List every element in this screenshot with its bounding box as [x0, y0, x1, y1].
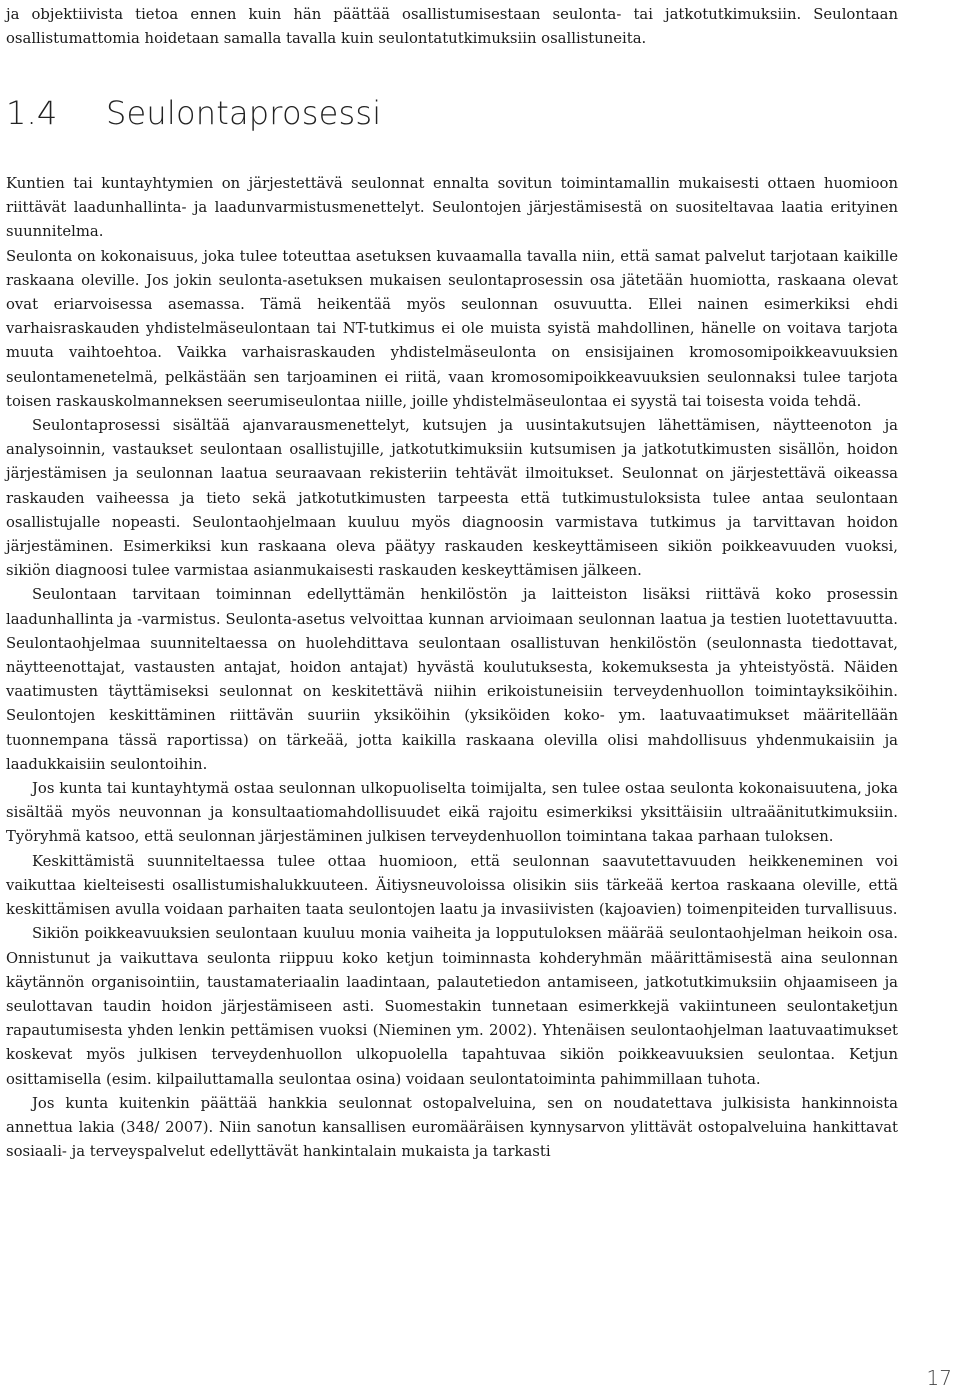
page-number: 17	[926, 1366, 952, 1390]
paragraph-3: Seulontaprosessi sisältää ajanvarausmenettelyt, kutsujen ja uusintakutsujen lähettämisen, näytteenoton ja analysoinnin, vastaukset seulontaan osallistujille, jatkotutkimuksiin kutsumisen ja jatkotutkimusten sisällön, hoidon järjestämisen ja seulonnan laatua seuraavaan rekisteriin tehtävät ilmoitukset. Seulonnat on järjestettävä oikeassa raskauden vaiheessa ja tieto sekä jatkotutkimusten tarpeesta että tutkimustuloksista tulee antaa seulontaan osallistujalle nopeasti. Seulontaohjelmaan kuuluu myös diagnoosin varmistava tutkimus ja tarvittavan hoidon järjestäminen. Esimerkiksi kun raskaana oleva päätyy raskauden keskeyttämiseen sikiön poikkeavuuden vuoksi, sikiön diagnoosi tulee varmistaa asianmukaisesti raskauden keskeyttämisen jälkeen.	[6, 417, 898, 580]
paragraph-4: Seulontaan tarvitaan toiminnan edellyttämän henkilöstön ja laitteiston lisäksi riittävä koko prosessin laadunhallinta ja -varmistus. Seulonta-asetus velvoittaa kunnan arvioimaan seulonnan laatua ja testien luotettavuutta. Seulontaohjelmaa suunniteltaessa on huolehdittava seulontaan osallistuvan henkilöstön (seulonnasta tiedottavat, näytteenottajat, vastausten antajat, hoidon antajat) hyvästä koulutuksesta, kokemuksesta ja yhteistyöstä. Näiden vaatimusten täyttämiseksi seulonnat on keskitettävä niihin erikoistuneisiin terveydenhuollon toimintayksiköihin. Seulontojen keskittäminen riittävän suuriin yksiköihin (yksiköiden koko- ym. laatuvaatimukset määritellään tuonnempana tässä raportissa) on tärkeää, jotta kaikilla raskaana olevilla olisi mahdollisuus yhdenmukaisiin ja laadukkaisiin seulontoihin.	[6, 586, 898, 773]
intro-paragraph: ja objektiivista tietoa ennen kuin hän päättää osallistumisestaan seulonta- tai jatkotutkimuksiin. Seulontaan osallistumattomia hoidetaan samalla tavalla kuin seulontatutkimuksiin osallistuneita.	[6, 6, 898, 48]
section-heading	[6, 94, 381, 132]
paragraph-7: Sikiön poikkeavuuksien seulontaan kuuluu monia vaiheita ja lopputuloksen määrää seulontaohjelman heikoin osa. Onnistunut ja vaikuttava seulonta riippuu koko ketjun toiminnasta kohderyhmän määrittämisestä aina seulonnan käytännön organisointiin, taustamateriaalin laadintaan, palautetiedon antamiseen, jatkotutkimuksiin ohjaamiseen ja seulottavan taudin hoidon järjestämiseen asti. Suomestakin tunnetaan esimerkkejä vakiintuneen seulontaketjun rapautumisesta yhden lenkin pettämisen vuoksi (Nieminen ym. 2002). Yhtenäisen seulontaohjelman laatuvaatimukset koskevat myös julkisen terveydenhuollon ulkopuolella tapahtuvaa sikiön poikkeavuuksien seulontaa. Ketjun osittamisella (esim. kilpailuttamalla seulontaa osina) voidaan seulontatoiminta pahimmillaan tuhota.	[6, 925, 898, 1088]
section-number: 1.4	[6, 94, 58, 132]
paragraph-6: Keskittämistä suunniteltaessa tulee ottaa huomioon, että seulonnan saavutettavuuden heikkeneminen voi vaikuttaa kielteisesti osallistumishalukkuuteen. Äitiysneuvoloissa olisikin siis tärkeää kertoa raskaana oleville, että keskittämisen avulla voidaan parhaiten taata seulontojen laatu ja invasiivisten (kajoavien) toimenpiteiden turvallisuus.	[6, 852, 898, 919]
paragraph-5: Jos kunta tai kuntayhtymä ostaa seulonnan ulkopuoliselta toimijalta, sen tulee ostaa seulonta kokonaisuutena, joka sisältää myös neuvonnan ja konsultaatiomahdollisuudet eikä rajoitu esimerkiksi yksittäisiin ultraäänitutkimuksiin. Työryhmä katsoo, että seulonnan järjestäminen julkisen terveydenhuollon toimintana takaa parhaan tuloksen.	[6, 780, 898, 846]
paragraph-1: Kuntien tai kuntayhtymien on järjestettävä seulonnat ennalta sovitun toimintamallin mukaisesti ottaen huomioon riittävät laadunhallinta- ja laadunvarmistusmenettelyt. Seulontojen järjestämisestä on suositeltavaa laatia erityinen suunnitelma.	[6, 175, 898, 241]
paragraph-8: Jos kunta kuitenkin päättää hankkia seulonnat ostopalveluina, sen on noudatettava julkisista hankinnoista annettua lakia (348/ 2007). Niin sanotun kansallisen euromääräisen kynnysarvon ylittävät ostopalveluina hankittavat sosiaali- ja terveyspalvelut edellyttävät hankintalain mukaista ja tarkasti	[6, 1094, 898, 1161]
paragraph-2: Seulonta on kokonaisuus, joka tulee toteuttaa asetuksen kuvaamalla tavalla niin, että samat palvelut tarjotaan kaikille raskaana oleville. Jos jokin seulonta-asetuksen mukaisen seulontaprosessin osa jätetään huomiotta, raskaana olevat ovat eriarvoisessa asemassa. Tämä heikentää myös seulonnan osuvuutta. Ellei nainen esimerkiksi ehdi varhaisraskauden yhdistelmäseulontaan tai NT-tutkimus ei ole muista syistä mahdollinen, hänelle on voitava tarjota muuta vaihtoehtoa. Vaikka varhaisraskauden yhdistelmäseulonta on ensisijainen kromosomipoikkeavuuksien seulontamenetelmä, pelkästään sen tarjoaminen ei riitä, vaan kromosomipoikkeavuuksien seulonnaksi tulee tarjota toisen raskauskolmanneksen seerumiseulontaa niille, joille yhdistelmäseulontaa ei syystä tai toisesta voida tehdä.	[6, 247, 898, 410]
section-body	[6, 172, 898, 1164]
section-title: Seulontaprosessi	[106, 94, 382, 132]
